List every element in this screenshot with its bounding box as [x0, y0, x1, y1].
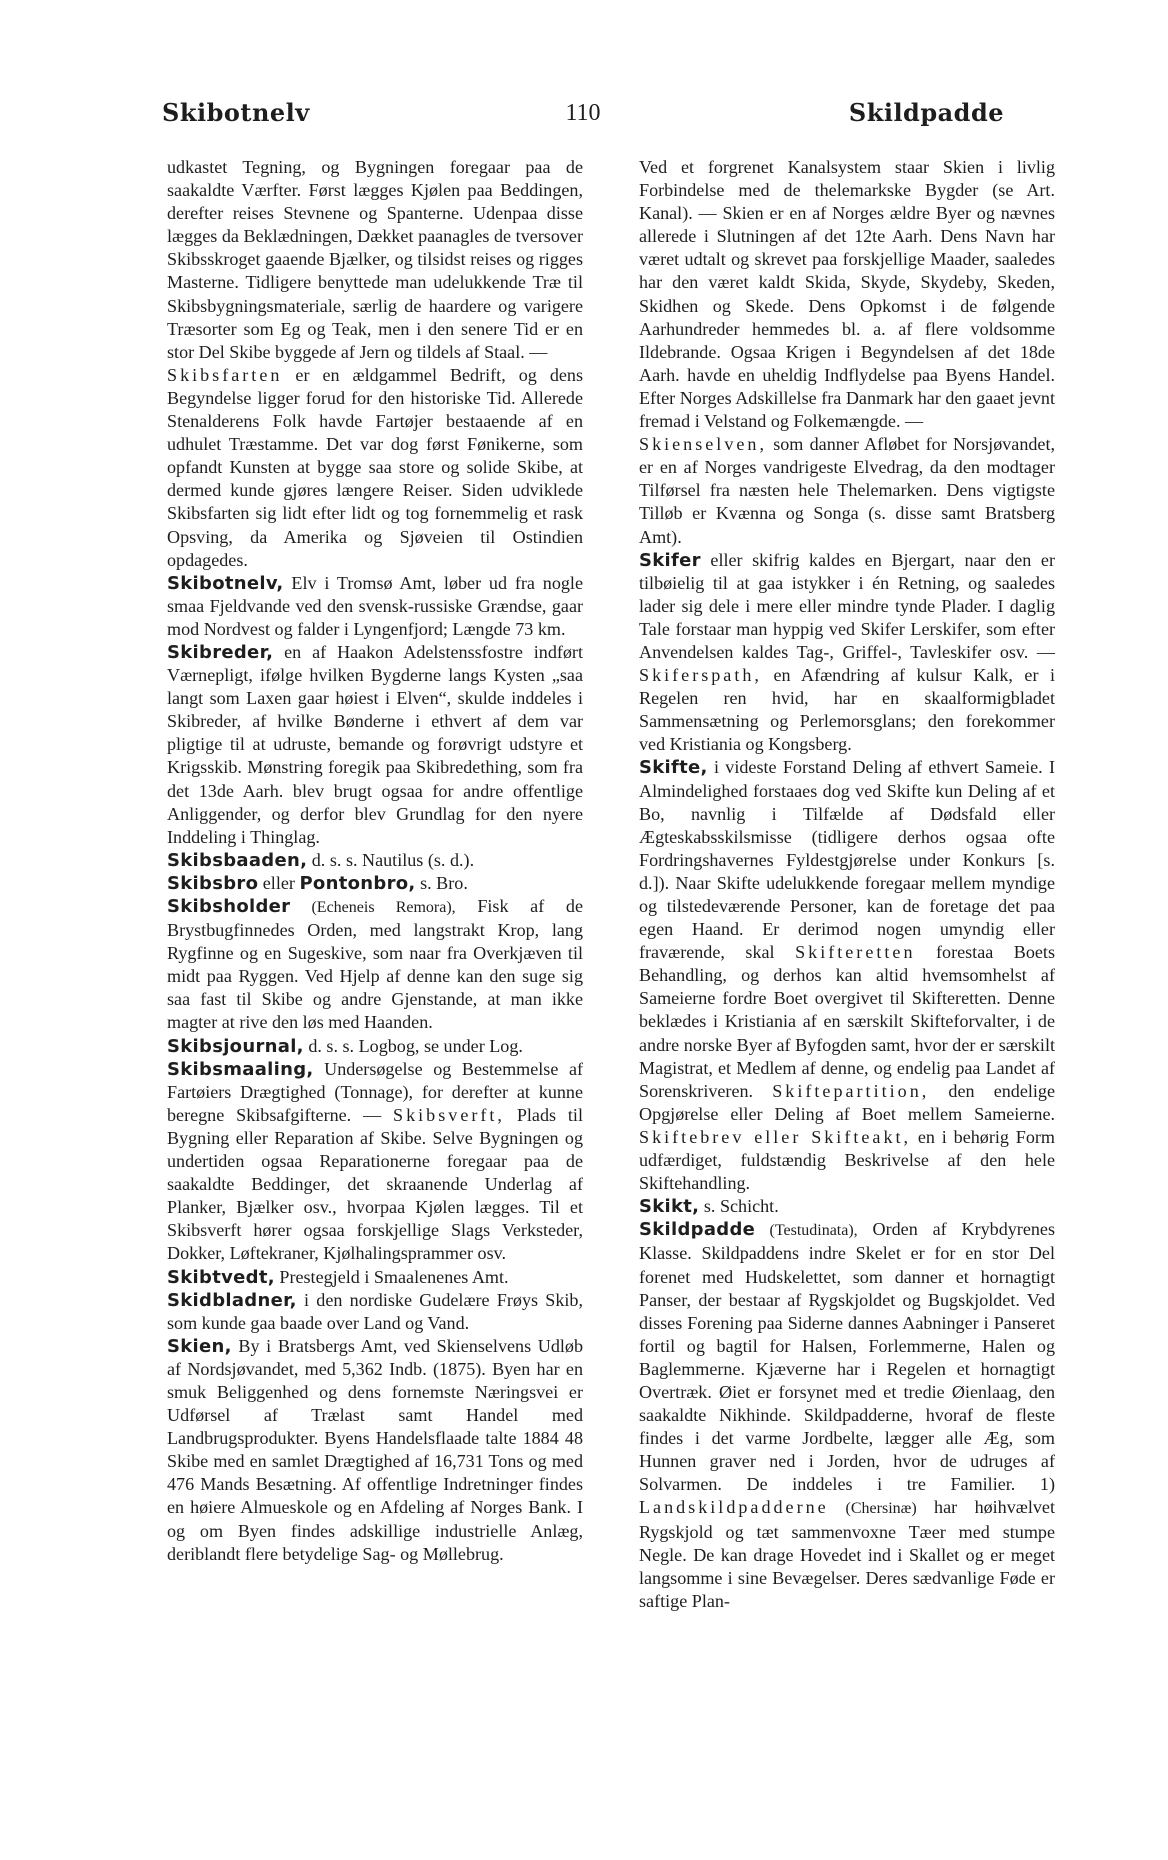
entry-skibsmaaling: Skibsmaaling, Undersøgelse og Bestemmelse af Fartøiers Drægtighed (Tonnage), for derefter at kunne beregne Skibsafgifterne. — Skibsverft, Plads til Bygning eller Reparation af Skibe. Selve Bygningen og undertiden ogsaa Reparationerne foregaar paa de saakaldte Beddinger, det skraanende Underlag af Planker, Bjælker osv., hvorpaa Kjølen lægges. Til et Skibsverft hører ogsaa forskjellige Slags Verksteder, Dokker, Løftekraner, Kjølhalingsprammer osv.: [167, 1058, 583, 1264]
entry-continuation: Ved et forgrenet Kanalsystem staar Skien i livlig Forbindelse med de thelemarkske Bygder (se Art. Kanal). — Skien er en af Norges ældre Byer og nævnes allerede i Slutningen af det 12te Aarh. Dens Navn har været udtalt og skrevet paa forskjellige Maader, saaledes har den været kaldt Skida, Skyde, Skydeby, Skeden, Skidhen og Skede. Dens Opkomst i de følgende Aarhundreder hemmedes bl. a. af flere voldsomme Ildebrande. Ogsaa Krigen i Begyndelsen af det 18de Aarh. havde en uheldig Indflydelse paa Byens Handel. Efter Norges Adskillelse fra Danmark har den gaaet jevnt fremad i Velstand og Folkemængde. —: [639, 157, 1055, 432]
entry-skibreder: Skibreder, en af Haakon Adelstenssfostre indført Værnepligt, ifølge hvilken Bygderne langs Kysten „saa langt som Laxen gaar høiest i Elven“, skulde inddeles i Skibreder, af hvilke Bønderne i ethvert af dem var pligtige til at udruste, bemande og forøvrigt udstyre et Krigsskib. Mønstring foregik paa Skibredething, som fra det 13de Aarh. blev brugt ogsaa for andre offentlige Anliggender, og derfor blev Grundlag for den nyere Inddeling i Thinglag.: [167, 641, 583, 847]
page-header: [162, 98, 1004, 138]
headword: Skibtvedt,: [167, 1266, 275, 1288]
entry-continuation: Skibsfarten er en ældgammel Bedrift, og dens Begyndelse ligger forud for den historiske Tid. Allerede Stenalderens Folk havde Fartøjer bestaaende af en udhulet Træstamme. Det var dog først Fønikerne, som opfandt Kunsten at bygge saa store og solide Skibe, at dermed kunde gjøres længere Reiser. Siden udviklede Skibsfarten sig lidt efter lidt og tog fornemmelig et rask Opsving, da Amerika og Sjøveien til Ostindien opdagedes.: [167, 364, 583, 570]
headword: Skibsholder: [167, 896, 291, 917]
headword: Skifer: [639, 549, 701, 571]
headword: Skien,: [167, 1335, 232, 1357]
entry-skien: Skien, By i Bratsbergs Amt, ved Skienselvens Udløb af Nordsjøvandet, med 5,362 Indb. (1875). Byen har en smuk Beliggenhed og dens fornemste Næringsvei er Udførsel af Trælast samt Handel med Landbrugsprodukter. Byens Handelsflaade talte 1884 48 Skibe med en samlet Drægtighed af 16,731 Tons og med 476 Mands Besætning. Af offentlige Indretninger findes en høiere Almueskole og en Afdeling af Norges Bank. I og om Byen findes adskillige industrielle Anlæg, deriblandt flere betydelige Sag- og Møllebrug.: [167, 1335, 583, 1564]
headword: Skibsjournal,: [167, 1035, 304, 1057]
headword: Skildpadde: [639, 1219, 756, 1241]
headword: Skidbladner,: [167, 1289, 297, 1311]
page-number: 110: [565, 100, 601, 126]
headword: Skibsbaaden,: [167, 849, 308, 871]
right-column: [639, 156, 1055, 1613]
entry-skildpadde: Skildpadde (Testudinata), Orden af Krybdyrenes Klasse. Skildpaddens indre Skelet er for en stor Del forenet med Hudskelettet, som danner et hornagtigt Panser, der bestaar af Rygskjoldet og Bugskjoldet. Ved disses Forening paa Siderne dannes Aabninger i Panseret fortil og bagtil for Halsen, Forlemmerne, Halen og Baglemmerne. Kjæverne har i Regelen et hornagtigt Overtræk. Øiet er forsynet med et tredie Øienlaag, den saakaldte Nikhinde. Skildpadderne, hvoraf de fleste findes i det varme Jordbelte, lægger alle Æg, som Hunnen graver ned i Jorden, hvor de udruges af Solvarmen. De inddeles i tre Familier. 1) Landskildpadderne (Chersinæ) har høihvælvet Rygskjold og tæt sammenvoxne Tæer med stumpe Negle. De kan drage Hovedet ind i Skallet og er meget langsomme i sine Bevægelser. Deres sædvanlige Føde er saftige Plan-: [639, 1219, 1055, 1611]
left-running-headword: Skibotnelv: [162, 98, 310, 127]
left-column: [167, 156, 583, 1566]
entry-skibsbaaden: Skibsbaaden, d. s. s. Nautilus (s. d.).: [167, 849, 475, 871]
right-running-headword: Skildpadde: [848, 98, 1004, 127]
entry-continuation: udkastet Tegning, og Bygningen foregaar paa de saakaldte Værfter. Først lægges Kjølen paa Beddingen, derefter reises Stevnene og Spanterne. Udenpaa disse lægges da Beklædningen, Dækket paanagles de tversover Skibsskroget gaaende Bjælker, og tilsidst reises og rigges Masterne. Tidligere benyttede man udelukkende Træ til Skibsbygningsmateriale, særlig de haardere og varigere Træsorter som Eg og Teak, men i den senere Tid er en stor Del Skibe byggede af Jern og tildels af Staal. —: [167, 157, 583, 362]
headword: Skibsmaaling,: [167, 1058, 314, 1080]
headword: Skikt,: [639, 1196, 700, 1218]
headword: Skibsbro: [167, 872, 259, 894]
entry-skibtvedt: Skibtvedt, Prestegjeld i Smaalenenes Amt.: [167, 1266, 509, 1288]
entry-skikt: Skikt, s. Schicht.: [639, 1196, 779, 1218]
entry-skibsbro: Skibsbro eller Pontonbro, s. Bro.: [167, 872, 468, 894]
entry-skibotnelv: Skibotnelv, Elv i Tromsø Amt, løber ud fra nogle smaa Fjeldvande ved den svensk-russiske Grændse, gaar mod Nordvest og falder i Lyngenfjord; Længde 73 km.: [167, 572, 583, 639]
entry-continuation: Skienselven, som danner Afløbet for Norsjøvandet, er en af Norges vandrigeste Elvedrag, da den modtager Tilførsel fra næsten hele Thelemarken. Dens vigtigste Tilløb er Kvænna og Songa (s. disse samt Bratsberg Amt).: [639, 434, 1055, 547]
entry-skibsjournal: Skibsjournal, d. s. s. Logbog, se under Log.: [167, 1035, 523, 1057]
headword-alt: Pontonbro,: [299, 872, 416, 894]
headword: Skibotnelv,: [167, 572, 284, 594]
entry-skidbladner: Skidbladner, i den nordiske Gudelære Frøys Skib, som kunde gaa baade over Land og Vand.: [167, 1289, 583, 1333]
entry-skifer: Skifer eller skifrig kaldes en Bjergart, naar den er tilbøielig til at gaa istykker i én Retning, og saaledes lader sig dele i mere eller mindre tynde Plader. I daglig Tale forstaar man hyppig ved Skifer Lerskifer, som efter Anvendelsen kaldes Tag-, Griffel-, Tavleskifer osv. — Skiferspath, en Afændring af kulsur Kalk, er i Regelen ren hvid, har en skaalformigbladet Sammensætning og Perlemorsglans; den forekommer ved Kristiania og Kongsberg.: [639, 549, 1055, 755]
headword: Skibreder,: [167, 641, 274, 663]
entry-skifte: Skifte, i videste Forstand Deling af ethvert Sameie. I Almindelighed forstaaes dog ved Skifte kun Deling af et Bo, navnlig i Tilfælde af Dødsfald eller Ægteskabsskilsmisse (tidligere derhos ogsaa ofte Fordringshavernes Fyldestgjørelse under Konkurs [s. d.]). Naar Skifte udelukkende foregaar mellem myndige og tilstedeværende Personer, kan de foretage det paa egen Haand. Er derimod nogen umyndig eller fraværende, skal Skifteretten forestaa Boets Behandling, og derhos kan altid hvemsomhelst af Sameierne fordre Boet overgivet til Skifteretten. Denne beklædes i Kristiania af en særskilt Skifteforvalter, i de andre norske Byer af Byfogden samt, hvor der er særskilt Magistrat, et Medlem af denne, og endelig paa Landet af Sorenskriveren. Skiftepartition, den endelige Opgjørelse eller Deling af Boet mellem Sameierne. Skiftebrev eller Skifteakt, en i behørig Form udfærdiget, fuldstændig Beskrivelse af den hele Skiftehandling.: [639, 757, 1055, 1194]
headword: Skifte,: [639, 757, 708, 779]
entry-skibsholder: Skibsholder (Echeneis Remora), Fisk af de Brystbugfinnedes Orden, med langstrakt Krop, lang Rygfinne og en Sugeskive, som naar fra Overkjæven til midt paa Ryggen. Ved Hjelp af denne kan den suge sig saa fast til Skibe og andre Gjenstande, at man ikke magter at rive den løs med Haanden.: [167, 896, 583, 1033]
